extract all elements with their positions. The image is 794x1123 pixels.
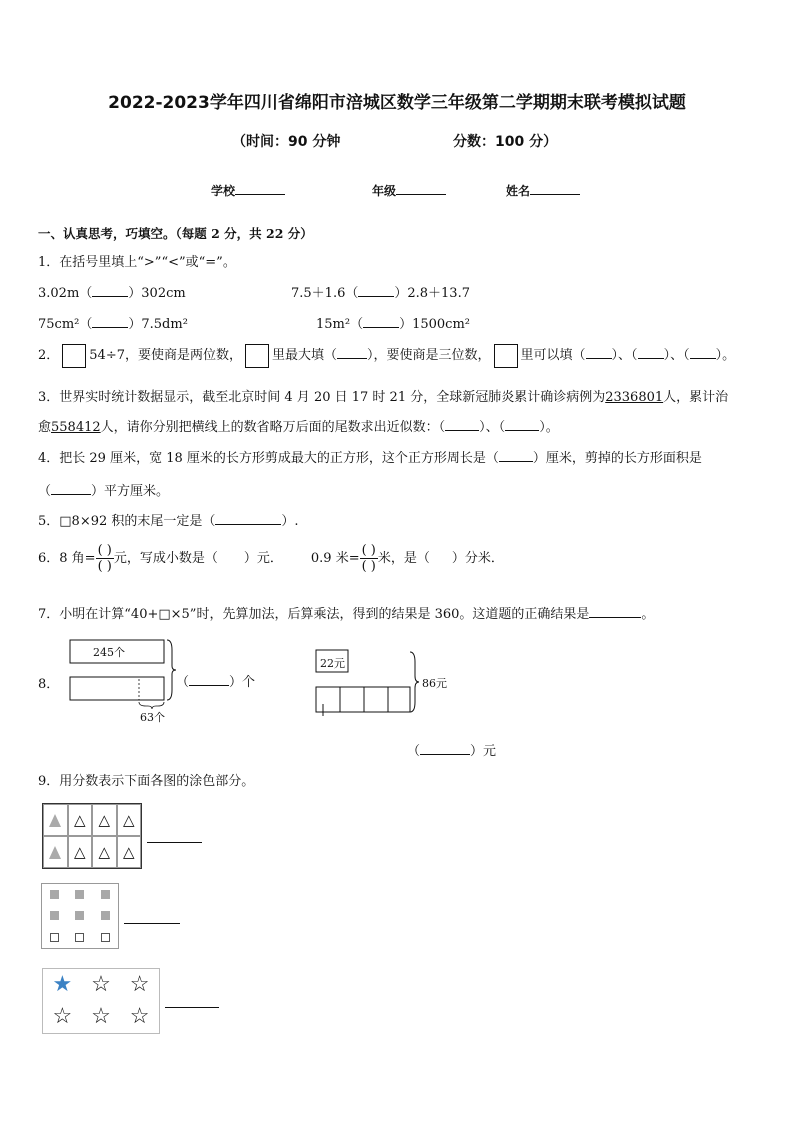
q3-number-1: 2336801 xyxy=(605,390,664,405)
q2: 2． 54÷7，要使商是两位数， 里最大填（ ），要使商是三位数， 里可以填（ ）、（ ）、（ ）。 xyxy=(38,343,735,369)
triangle-shaded-icon xyxy=(49,846,61,859)
school-field xyxy=(211,182,285,199)
q8-answer-2: （ ）元 xyxy=(407,744,497,759)
triangle-icon: △ xyxy=(73,842,86,861)
brace-right xyxy=(167,640,176,700)
q6: 6．8 角= $\frac{( )}{( )}$ 元，写成小数是（ ）元． 0.9 米= $\frac{( )}{( )}$ 米，是（ ）分米． xyxy=(38,543,504,574)
star-filled-icon: ★ xyxy=(52,972,73,997)
segment-1 xyxy=(316,687,340,712)
q7: 7．小明在计算“40+□×5”时，先算加法，后算乘法，得到的结果是 360。这道题的正确结果是 。 xyxy=(38,607,655,622)
q1-a: 3.02m（ ）302cm xyxy=(38,286,186,301)
triangle-shaded-icon xyxy=(49,814,61,827)
triangle-icon: △ xyxy=(122,810,135,829)
segment-4 xyxy=(388,687,410,712)
q4-line2: （ ）平方厘米。 xyxy=(38,484,170,499)
q9-stem: 9．用分数表示下面各图的涂色部分。 xyxy=(38,774,255,789)
school-blank xyxy=(235,194,285,195)
q8-diagram-1 xyxy=(66,636,186,726)
brace-right xyxy=(410,652,419,712)
star-icon: ☆ xyxy=(91,972,111,997)
answer-line-1 xyxy=(147,842,202,843)
star-icon: ☆ xyxy=(129,1004,150,1029)
grade-blank xyxy=(396,194,446,195)
answer-line-3 xyxy=(165,1007,219,1008)
label-63: 63个 xyxy=(140,711,165,724)
q1-d: 15m²（ ）1500cm² xyxy=(316,317,470,332)
fraction: $\frac{( )}{( )}$ xyxy=(97,543,112,574)
school-label: 学校 xyxy=(211,184,236,198)
bar-bottom xyxy=(70,677,164,700)
star-grid xyxy=(42,968,160,1034)
digit-box xyxy=(245,344,269,368)
segment-2 xyxy=(340,687,364,712)
square-icon xyxy=(75,933,84,942)
name-blank xyxy=(530,194,580,195)
square-shaded-icon xyxy=(101,911,110,920)
square-shaded-icon xyxy=(75,890,84,899)
q1-stem: 1．在括号里填上“>”“<”或“=”。 xyxy=(38,255,236,270)
label-245: 245个 xyxy=(93,646,125,659)
bar-extension xyxy=(139,677,164,700)
q1-c: 75cm²（ ）7.5dm² xyxy=(38,317,188,332)
q4-line1: 4．把长 29 厘米，宽 18 厘米的长方形剪成最大的正方形，这个正方形周长是（ ）厘米，剪掉的长方形面积是 xyxy=(38,451,702,466)
section-heading: 一、认真思考，巧填空。（每题 2 分，共 22 分） xyxy=(38,226,313,241)
star-icon: ☆ xyxy=(129,972,150,997)
q8-answer-1: （ ）个 xyxy=(176,675,256,690)
fraction: $\frac{( )}{( )}$ xyxy=(361,543,376,574)
triangle-icon: △ xyxy=(73,810,86,829)
square-icon xyxy=(101,933,110,942)
grade-label: 年级 xyxy=(372,184,397,198)
square-icon xyxy=(50,933,59,942)
exam-score: 分数：100 分） xyxy=(453,134,558,150)
name-field xyxy=(506,182,580,199)
q8-num: 8． xyxy=(38,677,60,692)
digit-box xyxy=(494,344,518,368)
triangle-icon: △ xyxy=(122,842,135,861)
exam-time: （时间：90 分钟 xyxy=(232,134,341,150)
digit-box xyxy=(62,344,86,368)
square-grid xyxy=(41,883,119,949)
star-icon: ☆ xyxy=(52,1004,73,1029)
q5: 5．□8×92 积的末尾一定是（ ）. xyxy=(38,514,299,529)
name-label: 姓名 xyxy=(506,184,531,198)
q1-b: 7.5＋1.6（ ）2.8＋13.7 xyxy=(291,286,470,301)
triangle-grid xyxy=(42,803,142,869)
page-title: 2022-2023学年四川省绵阳市涪城区数学三年级第二学期期末联考模拟试题 xyxy=(108,93,686,113)
square-shaded-icon xyxy=(101,890,110,899)
triangle-icon: △ xyxy=(98,810,111,829)
star-icon: ☆ xyxy=(91,1004,111,1029)
grade-field xyxy=(372,182,446,199)
q3-line1: 3．世界实时统计数据显示，截至北京时间 4 月 20 日 17 时 21 分，全球新冠肺炎累计确诊病例为2336801人，累计治 xyxy=(38,390,729,405)
q3-line2: 愈558412人，请你分别把横线上的数省略万后面的尾数求出近似数：（ ）、（ ）。 xyxy=(38,420,559,435)
segment-3 xyxy=(364,687,388,712)
answer-line-2 xyxy=(124,923,180,924)
square-shaded-icon xyxy=(50,911,59,920)
q3-number-2: 558412 xyxy=(51,420,101,435)
brace-bottom xyxy=(139,702,164,709)
triangle-icon: △ xyxy=(98,842,111,861)
square-shaded-icon xyxy=(75,911,84,920)
square-shaded-icon xyxy=(50,890,59,899)
label-86: 86元 xyxy=(422,677,447,690)
label-22: 22元 xyxy=(320,657,345,670)
